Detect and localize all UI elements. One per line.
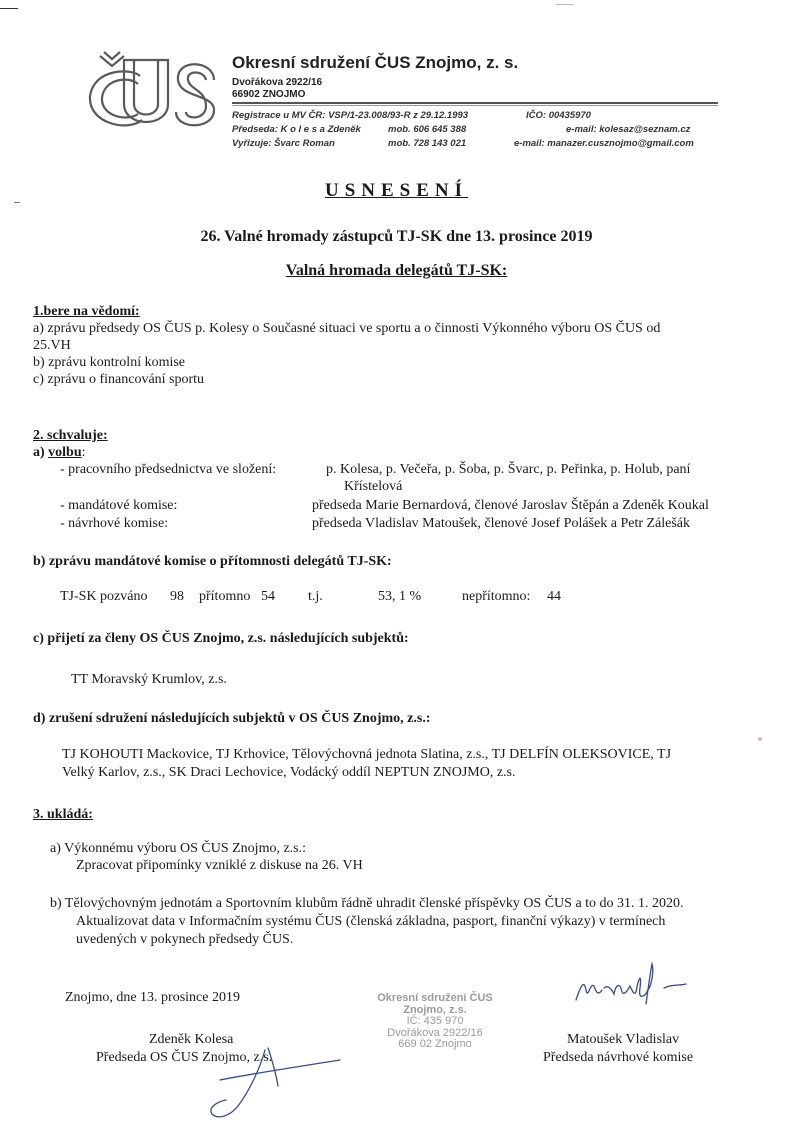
- handler-email: e-mail: manazer.cusznojmo@gmail.com: [514, 138, 694, 149]
- ico: IČO: 00435970: [526, 110, 591, 121]
- document-subtitle: 26. Valné hromady zástupců TJ-SK dne 13. prosince 2019: [200, 228, 593, 245]
- chairman-email: e-mail: kolesaz@seznam.cz: [566, 124, 691, 135]
- section1-item-a-cont: 25.VH: [33, 338, 71, 353]
- section2-item-a: [33, 444, 86, 461]
- right-signer-name: Matoušek Vladislav: [567, 1032, 680, 1047]
- registration: Registrace u MV ČR: VSP/1-23.008/93-R z 29.12.1993: [232, 110, 469, 121]
- chairman: Předseda: K o l e s a Zdeněk: [232, 124, 361, 135]
- header-rule: [232, 105, 718, 106]
- section3-item-b-cont2: uvedených v pokynech předsedy ČUS.: [76, 932, 294, 947]
- attendance-percent: 53, 1 %: [378, 589, 422, 604]
- stamp-line: Dvořákova 2922/16: [387, 1026, 483, 1039]
- cus-logo: [82, 46, 222, 136]
- attendance-absent-label: nepřítomno:: [462, 589, 531, 604]
- assembly-heading: Valná hromada delegátů TJ-SK:: [285, 262, 508, 279]
- handler: Vyřizuje: Švarc Roman: [232, 138, 335, 149]
- left-signature: [190, 1040, 350, 1122]
- scan-mark: [0, 8, 18, 9]
- scan-speck: [758, 737, 762, 741]
- mandate-committee-label: - mandátové komise:: [60, 498, 178, 513]
- attendance-absent: 44: [547, 589, 561, 604]
- section2-item-d-heading: d) zrušení sdružení následujících subjektů v OS ČUS Znojmo, z.s.:: [33, 711, 431, 726]
- section2-item-b-heading: b) zprávu mandátové komise o přítomnosti delegátů TJ-SK:: [33, 554, 392, 569]
- stamp-line: IČ: 435 970: [406, 1015, 464, 1027]
- place-date: Znojmo, dne 13. prosince 2019: [65, 990, 240, 1005]
- attendance-invited: 98: [170, 589, 184, 604]
- section1-item-c: c) zprávu o financování sportu: [33, 372, 205, 387]
- header-rule: [232, 102, 718, 104]
- section2-heading: 2. schvaluje:: [33, 428, 108, 443]
- chairman-phone: mob. 606 645 388: [388, 124, 467, 135]
- section1-item-b: b) zprávu kontrolní komise: [33, 355, 186, 370]
- left-signer-role: Předseda OS ČUS Znojmo, z.s.: [96, 1050, 273, 1065]
- org-name: Okresní sdružení ČUS Znojmo, z. s.: [232, 53, 519, 72]
- attendance-present-label: přítomno: [199, 589, 251, 604]
- section3-item-a-task: Zpracovat připomínky vzniklé z diskuse na 26. VH: [76, 858, 363, 873]
- document-title: USNESENÍ: [324, 180, 469, 201]
- dissolved-entities-cont: Velký Karlov, z.s., SK Draci Lechovice, Vodácký oddíl NEPTUN ZNOJMO, z.s.: [62, 765, 516, 780]
- stamp-line: Znojmo, z.s.: [403, 1003, 467, 1016]
- section3-item-a: a) Výkonnému výboru OS ČUS Znojmo, z.s.:: [50, 841, 307, 856]
- proposal-committee-label: - návrhové komise:: [60, 516, 169, 531]
- org-street: Dvořákova 2922/16: [232, 77, 323, 88]
- mandate-committee-value: předseda Marie Bernardová, členové Jaroslav Štěpán a Zdeněk Koukal: [312, 498, 709, 513]
- section2-item-c-heading: c) přijetí za členy OS ČUS Znojmo, z.s. následujících subjektů:: [33, 631, 409, 646]
- section3-item-b: b) Tělovýchovným jednotám a Sportovním klubům řádně uhradit členské příspěvky OS ČUS a to do 31. 1. 2020.: [50, 896, 684, 911]
- left-signer-name: Zdeněk Kolesa: [149, 1032, 234, 1047]
- presidium-label: - pracovního předsednictva ve složení:: [60, 462, 277, 477]
- org-address: [232, 77, 322, 101]
- scan-mark: [556, 4, 574, 5]
- new-member: TT Moravský Krumlov, z.s.: [71, 672, 227, 687]
- attendance-invited-label: TJ-SK pozváno: [60, 589, 148, 604]
- dissolved-entities: TJ KOHOUTI Mackovice, TJ Krhovice, Tělovýchovná jednota Slatina, z.s., TJ DELFÍN OLEKSOVICE, TJ: [62, 747, 672, 762]
- right-signer-role: Předseda návrhové komise: [543, 1050, 694, 1065]
- section2-item-a-colon: :: [81, 445, 86, 460]
- stamp-line: 669 02 Znojmo: [398, 1038, 472, 1050]
- section1-item-a: a) zprávu předsedy OS ČUS p. Kolesy o Současné situaci ve sportu a o činnosti Výkonného výboru OS ČUS od: [33, 321, 661, 336]
- section3-heading: 3. ukládá:: [33, 807, 93, 822]
- attendance-present: 54: [261, 589, 275, 604]
- proposal-committee-value: předseda Vladislav Matoušek, členové Josef Polášek a Petr Zálešák: [312, 516, 691, 531]
- org-city: 66902 ZNOJMO: [232, 89, 306, 100]
- section1-heading: 1.bere na vědomí:: [33, 304, 140, 319]
- scan-mark: [14, 202, 20, 203]
- presidium-value: p. Kolesa, p. Večeřa, p. Šoba, p. Švarc, p. Peřinka, p. Holub, paní: [326, 462, 691, 477]
- right-signature: [572, 960, 722, 1010]
- handler-phone: mob. 728 143 021: [388, 138, 467, 149]
- attendance-tj: t.j.: [308, 589, 323, 604]
- stamp-line: Okresní sdružení ČUS: [377, 992, 493, 1004]
- section2-item-a-title: volbu: [48, 445, 82, 460]
- section3-item-b-cont: Aktualizovat data v Informačním systému ČUS (členská základna, pasport, finanční výkazy) v termínech: [76, 914, 666, 929]
- presidium-value-cont: Křístelová: [344, 479, 403, 494]
- section2-item-a-label: a): [33, 445, 45, 460]
- organization-stamp: [340, 993, 530, 1051]
